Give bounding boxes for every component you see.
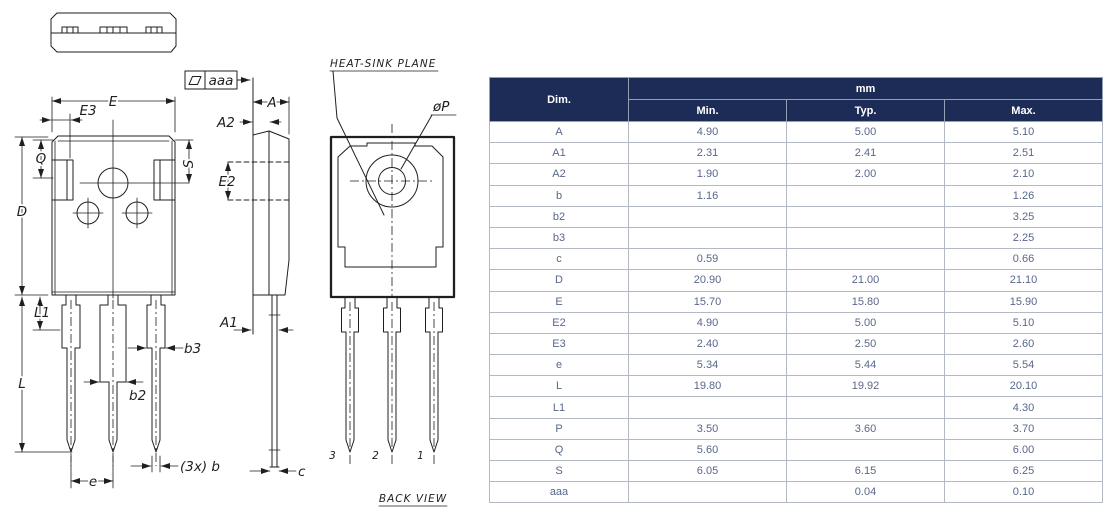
max-cell: 4.30 [945,397,1103,418]
typ-column-header: Typ. [787,100,945,122]
typ-cell: 2.41 [787,143,945,164]
dim-label-Q: Q [35,151,47,167]
dim-label-E3: E3 [79,103,97,119]
dim-table-body [490,122,1103,503]
max-cell: 15.90 [945,291,1103,312]
table-row [490,249,1103,270]
dim-cell: E3 [490,333,629,354]
max-cell: 2.51 [945,143,1103,164]
dim-cell: c [490,249,629,270]
dim-label-S: S [181,159,197,169]
dim-label-A1: A1 [220,315,238,331]
min-cell: 3.50 [629,418,787,439]
max-cell: 6.00 [945,439,1103,460]
min-cell [629,482,787,503]
min-cell: 2.31 [629,143,787,164]
max-cell: 0.10 [945,482,1103,503]
table-row [490,206,1103,227]
dim-label-L1: L1 [33,305,51,321]
max-cell: 2.60 [945,333,1103,354]
dim-label-L: L [18,376,26,392]
min-cell: 5.34 [629,355,787,376]
max-cell: 21.10 [945,270,1103,291]
dim-label-A: A [267,95,277,111]
min-cell [629,206,787,227]
typ-cell [787,227,945,248]
min-cell: 1.16 [629,185,787,206]
min-cell: 4.90 [629,312,787,333]
typ-cell [787,439,945,460]
dim-cell: P [490,418,629,439]
dim-label-c: c [298,464,306,480]
top-view [51,13,176,52]
table-row [490,122,1103,143]
table-row [490,376,1103,397]
typ-cell [787,206,945,227]
min-cell: 20.90 [629,270,787,291]
min-cell: 19.80 [629,376,787,397]
dim-label-E2: E2 [218,174,236,190]
min-cell: 4.90 [629,122,787,143]
typ-cell [787,185,945,206]
dim-cell: A1 [490,143,629,164]
max-column-header: Max. [945,100,1103,122]
typ-cell: 15.80 [787,291,945,312]
dim-cell: L [490,376,629,397]
front-view [15,94,220,490]
min-column-header: Min. [629,100,787,122]
table-row [490,227,1103,248]
dim-cell: b [490,185,629,206]
table-row [490,461,1103,482]
pin-number-2: 2 [372,450,380,462]
table-row [490,333,1103,354]
dim-label-E: E [108,94,118,110]
dim-cell: S [490,461,629,482]
pin-number-3: 3 [329,450,337,462]
dim-cell: b2 [490,206,629,227]
typ-cell [787,397,945,418]
table-row [490,185,1103,206]
max-cell: 2.10 [945,164,1103,185]
max-cell: 2.25 [945,227,1103,248]
dimension-table-header [490,78,1103,122]
dim-cell: Q [490,439,629,460]
typ-cell: 5.00 [787,122,945,143]
dim-cell: b3 [490,227,629,248]
dim-label-b: (3x) b [180,459,220,475]
table-row [490,143,1103,164]
dim-label-D: D [16,204,28,220]
max-cell: 5.10 [945,122,1103,143]
typ-cell: 5.00 [787,312,945,333]
dim-cell: E2 [490,312,629,333]
min-cell: 15.70 [629,291,787,312]
table-row [490,355,1103,376]
pin-number-1: 1 [417,450,425,462]
dim-cell: E [490,291,629,312]
dimension-table [489,77,1103,503]
package-outline-drawing [0,0,489,524]
max-cell: 3.70 [945,418,1103,439]
back-view [329,58,456,506]
unit-header: mm [629,78,1103,100]
max-cell: 5.54 [945,355,1103,376]
dim-label-b3: b3 [184,341,202,357]
flatness-callout [185,71,250,89]
max-cell: 0.66 [945,249,1103,270]
dim-cell: aaa [490,482,629,503]
dim-label-e: e [88,474,98,490]
max-cell: 1.26 [945,185,1103,206]
table-row [490,291,1103,312]
typ-cell: 19.92 [787,376,945,397]
hole-diameter-label: øP [433,99,450,115]
min-cell: 0.59 [629,249,787,270]
typ-cell: 5.44 [787,355,945,376]
min-cell: 5.60 [629,439,787,460]
table-row [490,312,1103,333]
typ-cell: 2.50 [787,333,945,354]
typ-cell: 0.04 [787,482,945,503]
min-cell: 6.05 [629,461,787,482]
max-cell: 6.25 [945,461,1103,482]
dim-cell: e [490,355,629,376]
dim-cell: A2 [490,164,629,185]
typ-cell: 3.60 [787,418,945,439]
min-cell [629,227,787,248]
dim-column-header: Dim. [490,78,629,122]
typ-cell: 21.00 [787,270,945,291]
back-view-caption: BACK VIEW [378,493,448,505]
dim-label-b2: b2 [129,388,147,404]
flatness-label: aaa [208,73,234,89]
min-cell: 2.40 [629,333,787,354]
min-cell [629,397,787,418]
max-cell: 5.10 [945,312,1103,333]
dim-cell: D [490,270,629,291]
table-row [490,270,1103,291]
table-row [490,164,1103,185]
table-row [490,397,1103,418]
dim-label-A2: A2 [217,115,235,131]
table-row [490,482,1103,503]
table-row [490,439,1103,460]
typ-cell: 6.15 [787,461,945,482]
typ-cell [787,249,945,270]
dim-cell: A [490,122,629,143]
table-row [490,418,1103,439]
dim-cell: L1 [490,397,629,418]
heat-sink-plane-label: HEAT-SINK PLANE [330,58,437,70]
flatness-symbol-icon [189,77,201,85]
typ-cell: 2.00 [787,164,945,185]
side-view [216,78,306,480]
max-cell: 20.10 [945,376,1103,397]
max-cell: 3.25 [945,206,1103,227]
min-cell: 1.90 [629,164,787,185]
